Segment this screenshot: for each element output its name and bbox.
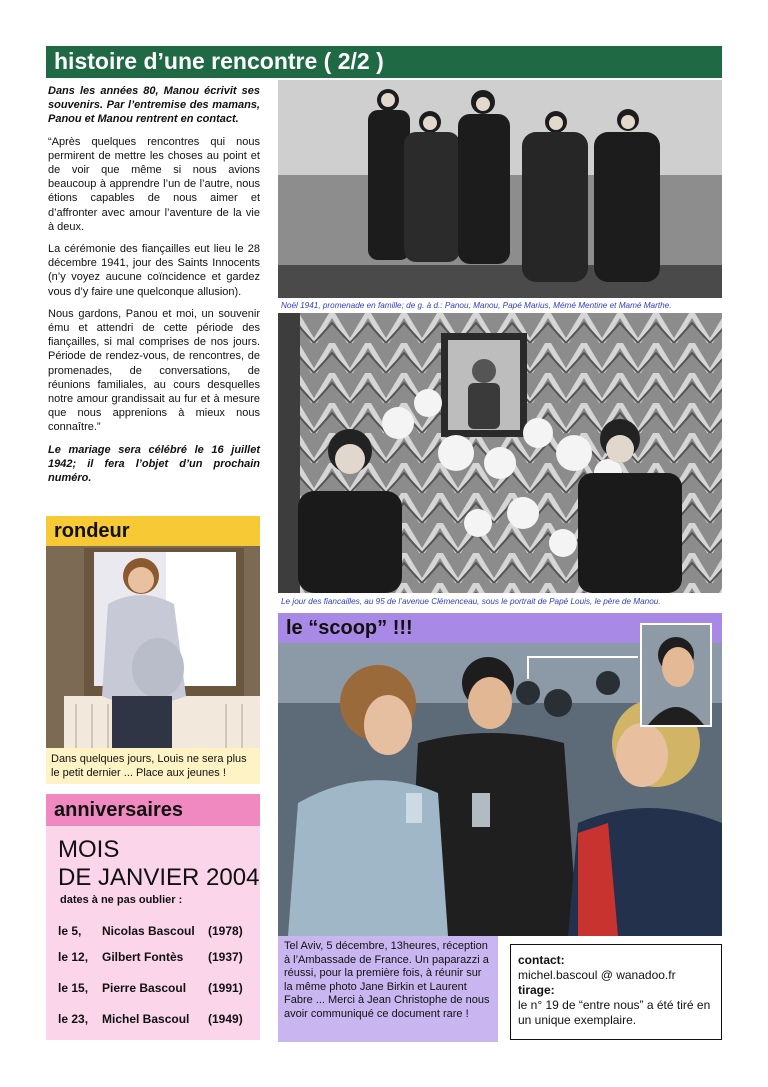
intro-paragraph-2: La cérémonie des fiançailles eut lieu le 28 décembre 1941, jour des Saints Innocents (n’y voyez aucune coïncidence et gardez vous d’y faire une quelconque allusion). bbox=[48, 243, 260, 298]
anniversary-day: le 15, bbox=[58, 981, 89, 995]
anniversary-day: le 5, bbox=[58, 924, 82, 938]
rondeur-caption: Dans quelques jours, Louis ne sera plus le petit dernier ... Place aux jeunes ! bbox=[46, 748, 260, 784]
anniversary-name: Gilbert Fontès bbox=[102, 950, 184, 964]
scoop-inset-photo bbox=[640, 623, 712, 727]
anniversary-day: le 12, bbox=[58, 950, 89, 964]
contact-box bbox=[510, 944, 722, 1040]
fiancailles-photo-art bbox=[278, 313, 722, 593]
noel-1941-photo bbox=[278, 80, 722, 298]
anniversaires-month bbox=[58, 836, 259, 892]
anniversaires-box bbox=[46, 826, 260, 1040]
scoop-caption: Tel Aviv, 5 décembre, 13heures, réception à l’Ambassade de France. Un paparazzi a réussi, pour la première fois, à réunir sur la même photo Jane Birkin et Laurent Fabre ... Merci à Jean Christophe de nous avoir communiqué ce document rare ! bbox=[278, 936, 498, 1042]
intro-article bbox=[48, 84, 260, 493]
anniversary-day: le 23, bbox=[58, 1012, 89, 1026]
page-title-bar bbox=[46, 46, 722, 78]
page-title: histoire d’une rencontre ( 2/2 ) bbox=[54, 48, 384, 74]
fiancailles-photo bbox=[278, 313, 722, 593]
contact-email[interactable]: michel.bascoul @ wanadoo.fr bbox=[518, 968, 676, 982]
scoop-inset-photo-art bbox=[642, 625, 710, 725]
anniversaires-month-line-1: MOIS bbox=[58, 836, 120, 863]
anniversary-year: (1949) bbox=[208, 1012, 243, 1026]
anniversary-year: (1991) bbox=[208, 981, 243, 995]
anniversary-year: (1978) bbox=[208, 924, 243, 938]
intro-paragraph-3: Nous gardons, Panou et moi, un souvenir ému et attendri de cette période des fiançailles, si mal comprises de nos jours. Période de rendez-vous, de rencontres, de promenades, de conversations, de réunions familiales, au cours desquelles notre amour grandissait au fur et à mesure que nous apprenions à mieux nous connaître.” bbox=[48, 307, 260, 434]
anniversary-name: Nicolas Bascoul bbox=[102, 924, 195, 938]
intro-paragraph-1: “Après quelques rencontres qui nous permirent de mettre les choses au point et de voir que même si nous avions beaucoup à apprendre l’un de l’autre, nous étions capables de nous aimer et d’affronter avec amour l’aventure de la vie à deux. bbox=[48, 135, 260, 233]
noel-1941-photo-art bbox=[278, 80, 722, 298]
tirage-label: tirage: bbox=[518, 983, 555, 997]
intro-lead: Dans les années 80, Manou écrivit ses souvenirs. Par l’entremise des mamans, Panou et Manou rentrent en contact. bbox=[48, 85, 260, 126]
intro-closing: Le mariage sera célébré le 16 juillet 1942; il fera l’objet d’un prochain numéro. bbox=[48, 443, 260, 485]
scoop-heading: le “scoop” !!! bbox=[278, 613, 722, 643]
contact-label: contact: bbox=[518, 953, 565, 967]
anniversaires-month-line-2: DE JANVIER 2004 bbox=[58, 864, 260, 891]
noel-1941-caption: Noël 1941, promenade en famille; de g. à d.: Panou, Manou, Papé Marius, Mémé Mentine et Mamé Marthe. bbox=[281, 301, 672, 310]
rondeur-photo-art bbox=[46, 546, 260, 748]
rondeur-photo bbox=[46, 546, 260, 748]
anniversary-year: (1937) bbox=[208, 950, 243, 964]
anniversaires-heading: anniversaires bbox=[46, 794, 260, 826]
fiancailles-caption: Le jour des fiancailles, au 95 de l’avenue Clémenceau, sous le portrait de Papé Louis, le père de Manou. bbox=[281, 597, 661, 606]
anniversaires-subtitle: dates à ne pas oublier : bbox=[60, 894, 183, 906]
anniversary-name: Pierre Bascoul bbox=[102, 981, 187, 995]
anniversary-name: Michel Bascoul bbox=[102, 1012, 190, 1026]
rondeur-heading: rondeur bbox=[46, 516, 260, 546]
tirage-text: le n° 19 de “entre nous” a été tiré en un unique exemplaire. bbox=[518, 998, 711, 1027]
